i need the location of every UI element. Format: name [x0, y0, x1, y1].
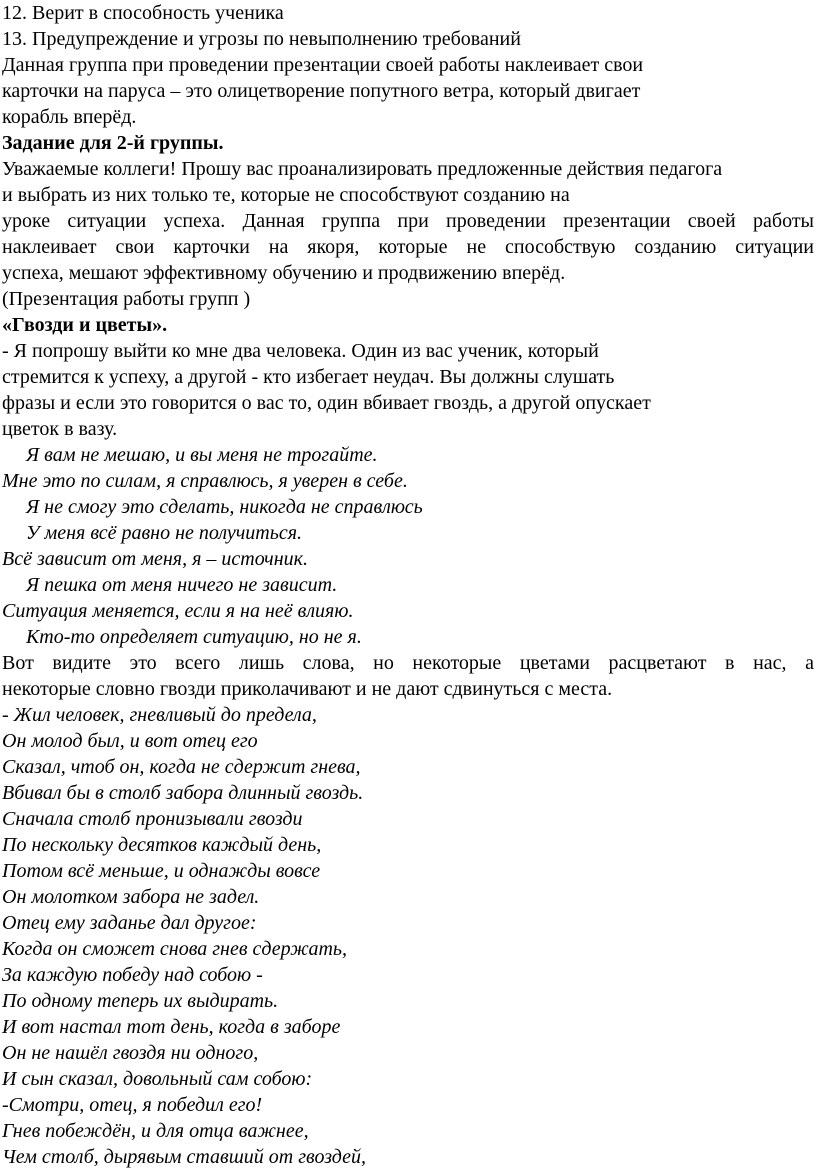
- text-line: Я вам не мешаю, и вы меня не трогайте.: [26, 444, 378, 466]
- text-line: - Я попрошу выйти ко мне два человека. Один из вас ученик, который: [2, 340, 599, 362]
- text-line: -Смотри, отец, я победил его!: [2, 1094, 263, 1116]
- text-line: карточки на паруса – это олицетворение попутного ветра, который двигает: [2, 80, 641, 102]
- text-line: За каждую победу над собою -: [2, 964, 263, 986]
- text-line: Мне это по силам, я справлюсь, я уверен в себе.: [2, 470, 408, 492]
- text-line: Уважаемые коллеги! Прошу вас проанализировать предложенные действия педагога: [2, 158, 723, 180]
- text-line: Сначала столб пронизывали гвозди: [2, 808, 303, 830]
- text-line: Данная группа при проведении презентации своей работы наклеивает свои: [2, 54, 644, 76]
- text-line: Потом всё меньше, и однажды вовсе: [2, 860, 321, 882]
- text-line: Я пешка от меня ничего не зависит.: [26, 574, 338, 596]
- text-line: Кто-то определяет ситуацию, но не я.: [26, 626, 362, 648]
- text-line: Чем столб, дырявым ставший от гвоздей,: [2, 1146, 366, 1168]
- text-line: 12. Верит в способность ученика: [2, 2, 284, 24]
- text-line: Я не смогу это сделать, никогда не справлюсь: [26, 496, 423, 518]
- text-line: Он молотком забора не задел.: [2, 886, 260, 908]
- text-line: фразы и если это говорится о вас то, один вбивает гвоздь, а другой опускает: [2, 392, 651, 414]
- text-line: 13. Предупреждение и угрозы по невыполнению требований: [2, 28, 521, 50]
- text-line: Всё зависит от меня, я – источник.: [2, 548, 308, 570]
- text-line: цветок в вазу.: [2, 418, 118, 440]
- text-line: И сын сказал, довольный сам собою:: [2, 1068, 313, 1090]
- text-line: По нескольку десятков каждый день,: [2, 834, 322, 856]
- text-line: Ситуация меняется, если я на неё влияю.: [2, 600, 354, 622]
- text-line: Отец ему заданье дал другое:: [2, 912, 257, 934]
- text-line: Гнев побеждён, и для отца важнее,: [2, 1120, 309, 1142]
- text-line: и выбрать из них только те, которые не способствуют созданию на: [2, 184, 570, 206]
- text-line: Он не нашёл гвоздя ни одного,: [2, 1042, 259, 1064]
- text-line: Когда он сможет снова гнев сдержать,: [2, 938, 348, 960]
- text-line: корабль вперёд.: [2, 106, 137, 128]
- text-line: И вот настал тот день, когда в заборе: [2, 1016, 341, 1038]
- text-line: некоторые словно гвозди приколачивают и не дают сдвинуться с места.: [2, 678, 613, 700]
- text-line: уроке ситуации успеха. Данная группа при проведении презентации своей работы: [2, 210, 814, 232]
- text-line: наклеивает свои карточки на якоря, которые не способствую созданию ситуации: [2, 236, 814, 258]
- text-line: (Презентация работы групп ): [2, 288, 251, 310]
- text-line: У меня всё равно не получиться.: [26, 522, 302, 544]
- text-line: Задание для 2-й группы.: [2, 132, 224, 154]
- text-line: Вбивал бы в столб забора длинный гвоздь.: [2, 782, 364, 804]
- text-line: успеха, мешают эффективному обучению и продвижению вперёд.: [2, 262, 566, 284]
- text-line: Сказал, чтоб он, когда не сдержит гнева,: [2, 756, 361, 778]
- text-line: По одному теперь их выдирать.: [2, 990, 279, 1012]
- text-line: Вот видите это всего лишь слова, но некоторые цветами расцветают в нас, а: [2, 652, 814, 674]
- text-line: - Жил человек, гневливый до предела,: [2, 704, 317, 726]
- text-line: стремится к успеху, а другой - кто избегает неудач. Вы должны слушать: [2, 366, 615, 388]
- text-line: «Гвозди и цветы».: [2, 314, 168, 336]
- text-line: Он молод был, и вот отец его: [2, 730, 258, 752]
